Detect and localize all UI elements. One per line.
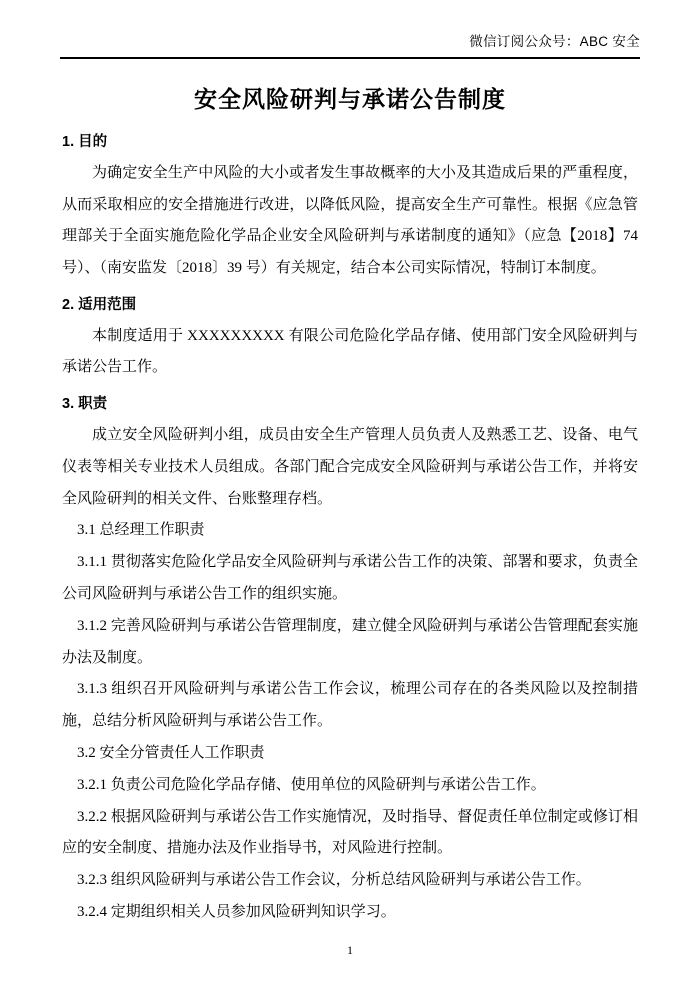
subsection-3-1: 3.1 总经理工作职责: [77, 522, 205, 539]
section-heading-purpose: 1. 目的: [62, 134, 108, 150]
section-heading-scope: 2. 适用范围: [62, 296, 137, 313]
subsection-3-2-4: 3.2.4 定期组织相关人员参加风险研判知识学习。: [77, 903, 396, 920]
paragraph-scope-1: 本制度适用于 XXXXXXXXX 有限公司危险化学品存储、使用部门安全风险研判与承诺公告工作。: [62, 327, 638, 376]
subsection-3-1-2: 3.1.2 完善风险研判与承诺公告管理制度，建立健全风险研判与承诺公告管理配套实施办法及制度。: [62, 617, 638, 666]
paragraph-purpose-1: 为确定安全生产中风险的大小或者发生事故概率的大小及其造成后果的严重程度，从而采取相应的安全措施进行改进，以降低风险，提高安全生产可靠性。根据《应急管理部关于全面实施危险化学品企业安全风险研判与承诺制度的通知》（应急【2018】74号）、（南安监发〔2018〕39 号）有关规定，结合本公司实际情况，特制订本制度。: [62, 164, 638, 277]
subsection-3-1-1: 3.1.1 贯彻落实危险化学品安全风险研判与承诺公告工作的决策、部署和要求，负责全公司风险研判与承诺公告工作的组织实施。: [62, 554, 638, 602]
page-title: 安全风险研判与承诺公告制度: [194, 87, 506, 112]
subsection-3-2-1: 3.2.1 负责公司危险化学品存储、使用单位的风险研判与承诺公告工作。: [77, 776, 546, 793]
header-watermark-text: 微信订阅公众号：ABC 安全: [469, 34, 640, 49]
subsection-3-2-2: 3.2.2 根据风险研判与承诺公告工作实施情况，及时指导、督促责任单位制定或修订相应的安全制度、措施办法及作业指导书，对风险进行控制。: [62, 808, 638, 857]
page-number: 1: [347, 943, 353, 957]
page-header: [0, 0, 700, 59]
header-divider: [60, 57, 640, 59]
paragraph-duties-1: 成立安全风险研判小组，成员由安全生产管理人员负责人及熟悉工艺、设备、电气仪表等相关专业技术人员组成。各部门配合完成安全风险研判与承诺公告工作，并将安全风险研判的相关文件、台账整理存档。: [62, 426, 638, 507]
subsection-3-2-3: 3.2.3 组织风险研判与承诺公告工作会议，分析总结风险研判与承诺公告工作。: [77, 872, 591, 889]
document-body: [0, 128, 700, 929]
subsection-3-2: 3.2 安全分管责任人工作职责: [77, 744, 265, 761]
page-footer: [0, 943, 700, 958]
subsection-3-1-3: 3.1.3 组织召开风险研判与承诺公告工作会议，梳理公司存在的各类风险以及控制措施，总结分析风险研判与承诺公告工作。: [62, 681, 638, 730]
section-heading-duties: 3. 职责: [62, 396, 108, 413]
